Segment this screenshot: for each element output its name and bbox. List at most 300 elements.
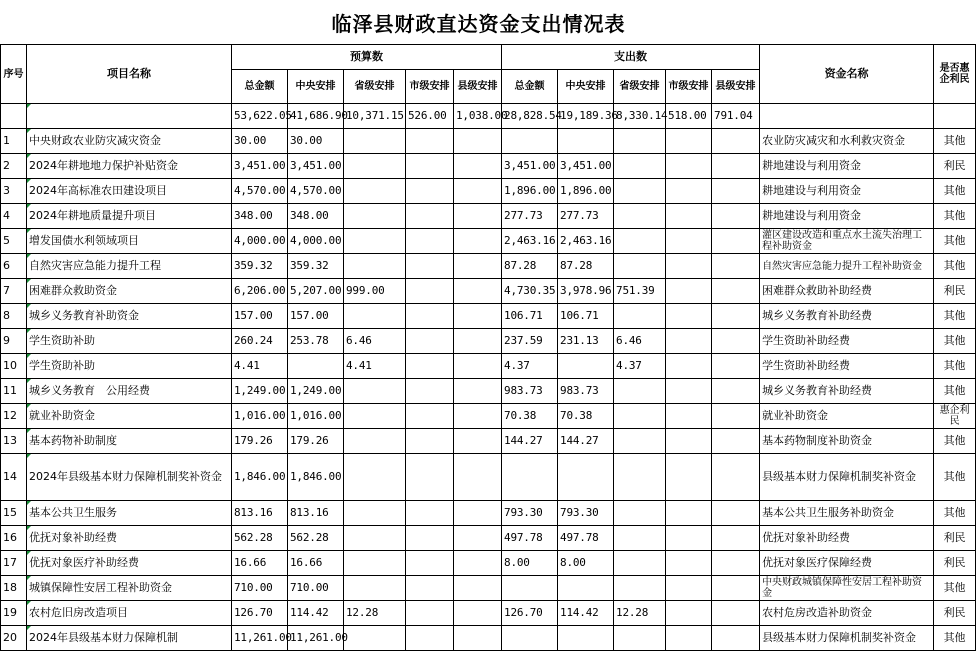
row-budget-cell bbox=[454, 526, 502, 551]
row-benefit-cell: 其他 bbox=[934, 254, 976, 279]
row-project-cell: 2024年耕地质量提升项目 bbox=[27, 204, 232, 229]
row-budget-cell: 4,570.00 bbox=[288, 179, 344, 204]
row-expense-cell bbox=[614, 551, 666, 576]
row-expense-cell bbox=[666, 279, 712, 304]
row-expense-cell: 3,451.00 bbox=[502, 154, 558, 179]
row-seq-cell: 18 bbox=[1, 576, 27, 601]
row-budget-cell bbox=[344, 404, 406, 429]
row-budget-cell bbox=[344, 179, 406, 204]
row-fund-cell: 灌区建设改造和重点水土流失治理工程补助资金 bbox=[760, 229, 934, 254]
row-expense-cell bbox=[614, 526, 666, 551]
row-fund-cell: 学生资助补助经费 bbox=[760, 354, 934, 379]
row-project-cell: 2024年县级基本财力保障机制 bbox=[27, 626, 232, 651]
row-project-cell: 2024年县级基本财力保障机制奖补资金 bbox=[27, 454, 232, 501]
row-project-cell: 城乡义务教育 公用经费 bbox=[27, 379, 232, 404]
table-row bbox=[1, 329, 976, 354]
row-budget-cell bbox=[406, 229, 454, 254]
row-expense-cell bbox=[712, 179, 760, 204]
row-expense-cell bbox=[712, 154, 760, 179]
row-expense-cell: 12.28 bbox=[614, 601, 666, 626]
row-seq-cell: 3 bbox=[1, 179, 27, 204]
row-expense-cell: 237.59 bbox=[502, 329, 558, 354]
sheet-title: 临泽县财政直达资金支出情况表 bbox=[331, 12, 626, 36]
row-budget-cell: 16.66 bbox=[288, 551, 344, 576]
row-fund-cell: 优抚对象医疗保障经费 bbox=[760, 551, 934, 576]
row-seq-cell: 5 bbox=[1, 229, 27, 254]
row-expense-cell bbox=[712, 329, 760, 354]
row-expense-cell bbox=[666, 404, 712, 429]
header-expense-col: 省级安排 bbox=[614, 70, 666, 104]
row-fund-cell: 中央财政城镇保障性安居工程补助资金 bbox=[760, 576, 934, 601]
expenditure-table bbox=[0, 44, 976, 651]
table-row bbox=[1, 601, 976, 626]
row-benefit-cell: 其他 bbox=[934, 354, 976, 379]
row-expense-cell bbox=[712, 454, 760, 501]
header-benefit: 是否惠企利民 bbox=[934, 45, 976, 104]
row-benefit-cell: 其他 bbox=[934, 329, 976, 354]
row-fund-cell: 耕地建设与利用资金 bbox=[760, 179, 934, 204]
row-fund-cell: 城乡义务教育补助经费 bbox=[760, 304, 934, 329]
row-expense-cell bbox=[712, 204, 760, 229]
row-seq-cell: 20 bbox=[1, 626, 27, 651]
row-expense-cell bbox=[614, 501, 666, 526]
row-budget-cell bbox=[406, 551, 454, 576]
row-budget-cell bbox=[406, 129, 454, 154]
row-expense-cell bbox=[558, 454, 614, 501]
header-expense-col: 总金额 bbox=[502, 70, 558, 104]
row-expense-cell bbox=[712, 229, 760, 254]
row-fund-cell: 城乡义务教育补助经费 bbox=[760, 379, 934, 404]
row-budget-cell: 5,207.00 bbox=[288, 279, 344, 304]
row-budget-cell bbox=[454, 454, 502, 501]
row-budget-cell bbox=[454, 601, 502, 626]
row-budget-cell: 4,000.00 bbox=[232, 229, 288, 254]
table-row bbox=[1, 154, 976, 179]
row-expense-cell: 3,978.96 bbox=[558, 279, 614, 304]
row-expense-cell bbox=[558, 576, 614, 601]
row-expense-cell bbox=[712, 354, 760, 379]
row-budget-cell: 710.00 bbox=[288, 576, 344, 601]
row-budget-cell: 4,570.00 bbox=[232, 179, 288, 204]
row-budget-cell bbox=[406, 404, 454, 429]
row-budget-cell bbox=[454, 279, 502, 304]
row-expense-cell bbox=[502, 626, 558, 651]
row-benefit-cell: 其他 bbox=[934, 304, 976, 329]
row-budget-cell bbox=[454, 576, 502, 601]
table-row bbox=[1, 204, 976, 229]
row-budget-cell: 253.78 bbox=[288, 329, 344, 354]
row-project-cell: 2024年耕地地力保护补贴资金 bbox=[27, 154, 232, 179]
row-budget-cell: 126.70 bbox=[232, 601, 288, 626]
row-budget-cell: 813.16 bbox=[288, 501, 344, 526]
table-row bbox=[1, 576, 976, 601]
header-budget-col: 中央安排 bbox=[288, 70, 344, 104]
row-benefit-cell: 利民 bbox=[934, 551, 976, 576]
totals-seq-cell bbox=[1, 104, 27, 129]
total-budget-cell: 41,686.90 bbox=[288, 104, 344, 129]
row-expense-cell bbox=[712, 576, 760, 601]
row-expense-cell bbox=[712, 304, 760, 329]
row-expense-cell bbox=[712, 129, 760, 154]
row-expense-cell: 70.38 bbox=[502, 404, 558, 429]
row-budget-cell bbox=[406, 279, 454, 304]
row-budget-cell bbox=[288, 354, 344, 379]
row-expense-cell bbox=[712, 501, 760, 526]
totals-project-cell bbox=[27, 104, 232, 129]
row-budget-cell bbox=[454, 204, 502, 229]
row-budget-cell: 1,846.00 bbox=[232, 454, 288, 501]
row-expense-cell: 1,896.00 bbox=[558, 179, 614, 204]
row-budget-cell bbox=[344, 254, 406, 279]
row-expense-cell: 277.73 bbox=[558, 204, 614, 229]
row-expense-cell: 3,451.00 bbox=[558, 154, 614, 179]
row-benefit-cell: 其他 bbox=[934, 179, 976, 204]
table-row bbox=[1, 129, 976, 154]
row-expense-cell bbox=[712, 551, 760, 576]
row-budget-cell: 11,261.00 bbox=[288, 626, 344, 651]
total-budget-cell: 1,038.00 bbox=[454, 104, 502, 129]
row-budget-cell: 3,451.00 bbox=[232, 154, 288, 179]
row-expense-cell: 6.46 bbox=[614, 329, 666, 354]
row-budget-cell bbox=[344, 204, 406, 229]
row-seq-cell: 8 bbox=[1, 304, 27, 329]
row-expense-cell bbox=[614, 204, 666, 229]
row-budget-cell bbox=[454, 429, 502, 454]
row-budget-cell bbox=[406, 329, 454, 354]
row-budget-cell bbox=[406, 454, 454, 501]
row-expense-cell bbox=[614, 429, 666, 454]
header-budget-col: 省级安排 bbox=[344, 70, 406, 104]
table-row bbox=[1, 429, 976, 454]
row-budget-cell bbox=[454, 501, 502, 526]
row-seq-cell: 14 bbox=[1, 454, 27, 501]
row-expense-cell: 231.13 bbox=[558, 329, 614, 354]
total-expense-cell: 28,828.54 bbox=[502, 104, 558, 129]
row-budget-cell bbox=[406, 154, 454, 179]
header-budget-col: 市级安排 bbox=[406, 70, 454, 104]
row-fund-cell: 优抚对象补助经费 bbox=[760, 526, 934, 551]
table-row bbox=[1, 304, 976, 329]
row-budget-cell bbox=[344, 526, 406, 551]
row-fund-cell: 基本药物制度补助资金 bbox=[760, 429, 934, 454]
row-expense-cell: 1,896.00 bbox=[502, 179, 558, 204]
table-row bbox=[1, 254, 976, 279]
row-expense-cell: 4,730.35 bbox=[502, 279, 558, 304]
row-expense-cell: 8.00 bbox=[558, 551, 614, 576]
row-seq-cell: 15 bbox=[1, 501, 27, 526]
header-expense-group: 支出数 bbox=[502, 45, 760, 70]
row-budget-cell bbox=[406, 576, 454, 601]
row-expense-cell bbox=[614, 379, 666, 404]
row-benefit-cell: 其他 bbox=[934, 501, 976, 526]
row-budget-cell: 359.32 bbox=[288, 254, 344, 279]
total-budget-cell: 53,622.05 bbox=[232, 104, 288, 129]
row-budget-cell bbox=[406, 179, 454, 204]
row-budget-cell bbox=[454, 626, 502, 651]
row-expense-cell: 497.78 bbox=[558, 526, 614, 551]
row-fund-cell: 县级基本财力保障机制奖补资金 bbox=[760, 626, 934, 651]
row-seq-cell: 9 bbox=[1, 329, 27, 354]
row-budget-cell bbox=[406, 304, 454, 329]
row-budget-cell bbox=[454, 129, 502, 154]
row-project-cell: 城乡义务教育补助资金 bbox=[27, 304, 232, 329]
row-project-cell: 学生资助补助 bbox=[27, 354, 232, 379]
row-budget-cell: 562.28 bbox=[288, 526, 344, 551]
row-expense-cell: 277.73 bbox=[502, 204, 558, 229]
row-budget-cell bbox=[454, 379, 502, 404]
row-expense-cell: 497.78 bbox=[502, 526, 558, 551]
totals-fund-cell bbox=[760, 104, 934, 129]
row-budget-cell: 348.00 bbox=[232, 204, 288, 229]
row-expense-cell bbox=[666, 601, 712, 626]
row-budget-cell bbox=[406, 501, 454, 526]
total-expense-cell: 791.04 bbox=[712, 104, 760, 129]
row-budget-cell bbox=[406, 526, 454, 551]
row-fund-cell: 学生资助补助经费 bbox=[760, 329, 934, 354]
row-project-cell: 就业补助资金 bbox=[27, 404, 232, 429]
row-budget-cell bbox=[454, 179, 502, 204]
row-expense-cell bbox=[614, 404, 666, 429]
header-project: 项目名称 bbox=[27, 45, 232, 104]
header-row-1 bbox=[1, 45, 976, 70]
row-seq-cell: 1 bbox=[1, 129, 27, 154]
row-project-cell: 自然灾害应急能力提升工程 bbox=[27, 254, 232, 279]
row-expense-cell bbox=[502, 454, 558, 501]
row-budget-cell bbox=[406, 429, 454, 454]
row-budget-cell: 562.28 bbox=[232, 526, 288, 551]
row-budget-cell bbox=[344, 129, 406, 154]
row-project-cell: 学生资助补助 bbox=[27, 329, 232, 354]
total-expense-cell: 8,330.14 bbox=[614, 104, 666, 129]
row-budget-cell: 179.26 bbox=[232, 429, 288, 454]
row-expense-cell bbox=[712, 254, 760, 279]
row-budget-cell bbox=[406, 626, 454, 651]
header-budget-col: 县级安排 bbox=[454, 70, 502, 104]
row-benefit-cell: 利民 bbox=[934, 154, 976, 179]
row-expense-cell bbox=[666, 526, 712, 551]
row-expense-cell bbox=[666, 379, 712, 404]
row-budget-cell bbox=[344, 454, 406, 501]
row-budget-cell bbox=[344, 551, 406, 576]
row-expense-cell bbox=[614, 179, 666, 204]
row-project-cell: 中央财政农业防灾减灾资金 bbox=[27, 129, 232, 154]
row-fund-cell: 自然灾害应急能力提升工程补助资金 bbox=[760, 254, 934, 279]
row-expense-cell bbox=[666, 501, 712, 526]
row-budget-cell bbox=[344, 229, 406, 254]
row-seq-cell: 7 bbox=[1, 279, 27, 304]
table-row bbox=[1, 354, 976, 379]
row-expense-cell bbox=[666, 429, 712, 454]
row-budget-cell bbox=[344, 576, 406, 601]
row-benefit-cell: 其他 bbox=[934, 429, 976, 454]
row-benefit-cell: 利民 bbox=[934, 526, 976, 551]
row-expense-cell: 4.37 bbox=[614, 354, 666, 379]
row-benefit-cell: 惠企利民 bbox=[934, 404, 976, 429]
totals-row bbox=[1, 104, 976, 129]
row-seq-cell: 6 bbox=[1, 254, 27, 279]
total-expense-cell: 518.00 bbox=[666, 104, 712, 129]
row-expense-cell: 8.00 bbox=[502, 551, 558, 576]
row-budget-cell bbox=[344, 154, 406, 179]
row-expense-cell bbox=[614, 304, 666, 329]
row-budget-cell bbox=[454, 254, 502, 279]
row-expense-cell: 106.71 bbox=[502, 304, 558, 329]
header-expense-col: 县级安排 bbox=[712, 70, 760, 104]
total-expense-cell: 19,189.36 bbox=[558, 104, 614, 129]
row-expense-cell bbox=[558, 354, 614, 379]
table-row bbox=[1, 626, 976, 651]
row-expense-cell: 793.30 bbox=[502, 501, 558, 526]
row-project-cell: 2024年高标准农田建设项目 bbox=[27, 179, 232, 204]
row-benefit-cell: 其他 bbox=[934, 454, 976, 501]
row-seq-cell: 4 bbox=[1, 204, 27, 229]
row-budget-cell bbox=[406, 204, 454, 229]
row-budget-cell bbox=[454, 354, 502, 379]
row-seq-cell: 16 bbox=[1, 526, 27, 551]
header-fund-name: 资金名称 bbox=[760, 45, 934, 104]
table-row bbox=[1, 404, 976, 429]
row-expense-cell: 106.71 bbox=[558, 304, 614, 329]
table-row bbox=[1, 229, 976, 254]
row-budget-cell bbox=[454, 304, 502, 329]
row-expense-cell bbox=[614, 626, 666, 651]
row-expense-cell bbox=[712, 404, 760, 429]
row-benefit-cell: 其他 bbox=[934, 576, 976, 601]
row-fund-cell: 耕地建设与利用资金 bbox=[760, 154, 934, 179]
row-project-cell: 增发国债水利领域项目 bbox=[27, 229, 232, 254]
row-expense-cell: 751.39 bbox=[614, 279, 666, 304]
row-project-cell: 优抚对象补助经费 bbox=[27, 526, 232, 551]
row-project-cell: 困难群众救助资金 bbox=[27, 279, 232, 304]
row-seq-cell: 11 bbox=[1, 379, 27, 404]
row-expense-cell: 983.73 bbox=[502, 379, 558, 404]
row-expense-cell bbox=[666, 576, 712, 601]
row-budget-cell bbox=[406, 354, 454, 379]
row-budget-cell: 157.00 bbox=[232, 304, 288, 329]
row-expense-cell bbox=[614, 454, 666, 501]
row-budget-cell bbox=[344, 379, 406, 404]
row-project-cell: 优抚对象医疗补助经费 bbox=[27, 551, 232, 576]
row-budget-cell: 260.24 bbox=[232, 329, 288, 354]
row-expense-cell bbox=[712, 379, 760, 404]
row-expense-cell bbox=[502, 129, 558, 154]
row-budget-cell bbox=[454, 551, 502, 576]
row-expense-cell bbox=[614, 229, 666, 254]
row-budget-cell bbox=[406, 379, 454, 404]
row-expense-cell bbox=[712, 526, 760, 551]
row-expense-cell: 144.27 bbox=[502, 429, 558, 454]
row-budget-cell bbox=[406, 254, 454, 279]
row-expense-cell bbox=[666, 229, 712, 254]
row-expense-cell: 87.28 bbox=[558, 254, 614, 279]
row-expense-cell bbox=[558, 129, 614, 154]
row-budget-cell: 6,206.00 bbox=[232, 279, 288, 304]
row-expense-cell: 2,463.16 bbox=[558, 229, 614, 254]
row-seq-cell: 2 bbox=[1, 154, 27, 179]
row-expense-cell: 87.28 bbox=[502, 254, 558, 279]
row-expense-cell bbox=[558, 626, 614, 651]
row-budget-cell bbox=[454, 154, 502, 179]
row-budget-cell: 1,846.00 bbox=[288, 454, 344, 501]
total-budget-cell: 10,371.15 bbox=[344, 104, 406, 129]
row-budget-cell: 1,016.00 bbox=[232, 404, 288, 429]
row-expense-cell: 126.70 bbox=[502, 601, 558, 626]
row-benefit-cell: 其他 bbox=[934, 129, 976, 154]
row-expense-cell bbox=[712, 279, 760, 304]
row-seq-cell: 10 bbox=[1, 354, 27, 379]
row-benefit-cell: 其他 bbox=[934, 626, 976, 651]
row-budget-cell: 1,249.00 bbox=[288, 379, 344, 404]
row-fund-cell: 基本公共卫生服务补助资金 bbox=[760, 501, 934, 526]
row-budget-cell: 12.28 bbox=[344, 601, 406, 626]
row-benefit-cell: 其他 bbox=[934, 379, 976, 404]
row-expense-cell: 70.38 bbox=[558, 404, 614, 429]
row-seq-cell: 13 bbox=[1, 429, 27, 454]
row-project-cell: 基本公共卫生服务 bbox=[27, 501, 232, 526]
row-budget-cell: 4.41 bbox=[232, 354, 288, 379]
row-expense-cell: 2,463.16 bbox=[502, 229, 558, 254]
row-fund-cell: 耕地建设与利用资金 bbox=[760, 204, 934, 229]
row-budget-cell: 114.42 bbox=[288, 601, 344, 626]
row-expense-cell: 983.73 bbox=[558, 379, 614, 404]
row-budget-cell bbox=[344, 626, 406, 651]
row-expense-cell bbox=[614, 129, 666, 154]
row-seq-cell: 12 bbox=[1, 404, 27, 429]
row-budget-cell: 999.00 bbox=[344, 279, 406, 304]
header-seq: 序号 bbox=[1, 45, 27, 104]
row-budget-cell: 30.00 bbox=[288, 129, 344, 154]
row-expense-cell bbox=[666, 204, 712, 229]
row-expense-cell bbox=[614, 154, 666, 179]
row-expense-cell bbox=[666, 154, 712, 179]
row-fund-cell: 困难群众救助补助经费 bbox=[760, 279, 934, 304]
row-budget-cell: 11,261.00 bbox=[232, 626, 288, 651]
row-budget-cell bbox=[344, 501, 406, 526]
row-expense-cell bbox=[666, 454, 712, 501]
table-row bbox=[1, 501, 976, 526]
row-budget-cell: 1,016.00 bbox=[288, 404, 344, 429]
row-budget-cell: 4,000.00 bbox=[288, 229, 344, 254]
row-benefit-cell: 其他 bbox=[934, 229, 976, 254]
row-budget-cell bbox=[454, 404, 502, 429]
row-project-cell: 农村危旧房改造项目 bbox=[27, 601, 232, 626]
row-benefit-cell: 其他 bbox=[934, 204, 976, 229]
row-budget-cell: 179.26 bbox=[288, 429, 344, 454]
row-expense-cell bbox=[666, 254, 712, 279]
row-budget-cell bbox=[344, 304, 406, 329]
row-expense-cell bbox=[666, 354, 712, 379]
row-project-cell: 城镇保障性安居工程补助资金 bbox=[27, 576, 232, 601]
row-expense-cell bbox=[712, 601, 760, 626]
table-row bbox=[1, 551, 976, 576]
header-expense-col: 市级安排 bbox=[666, 70, 712, 104]
table-row bbox=[1, 179, 976, 204]
header-budget-group: 预算数 bbox=[232, 45, 502, 70]
row-budget-cell: 3,451.00 bbox=[288, 154, 344, 179]
row-seq-cell: 17 bbox=[1, 551, 27, 576]
header-expense-col: 中央安排 bbox=[558, 70, 614, 104]
row-expense-cell: 4.37 bbox=[502, 354, 558, 379]
row-budget-cell bbox=[454, 229, 502, 254]
table-row bbox=[1, 379, 976, 404]
table-row bbox=[1, 454, 976, 501]
row-budget-cell: 30.00 bbox=[232, 129, 288, 154]
row-expense-cell bbox=[502, 576, 558, 601]
row-budget-cell: 813.16 bbox=[232, 501, 288, 526]
row-expense-cell: 793.30 bbox=[558, 501, 614, 526]
row-expense-cell bbox=[666, 179, 712, 204]
totals-benefit-cell bbox=[934, 104, 976, 129]
